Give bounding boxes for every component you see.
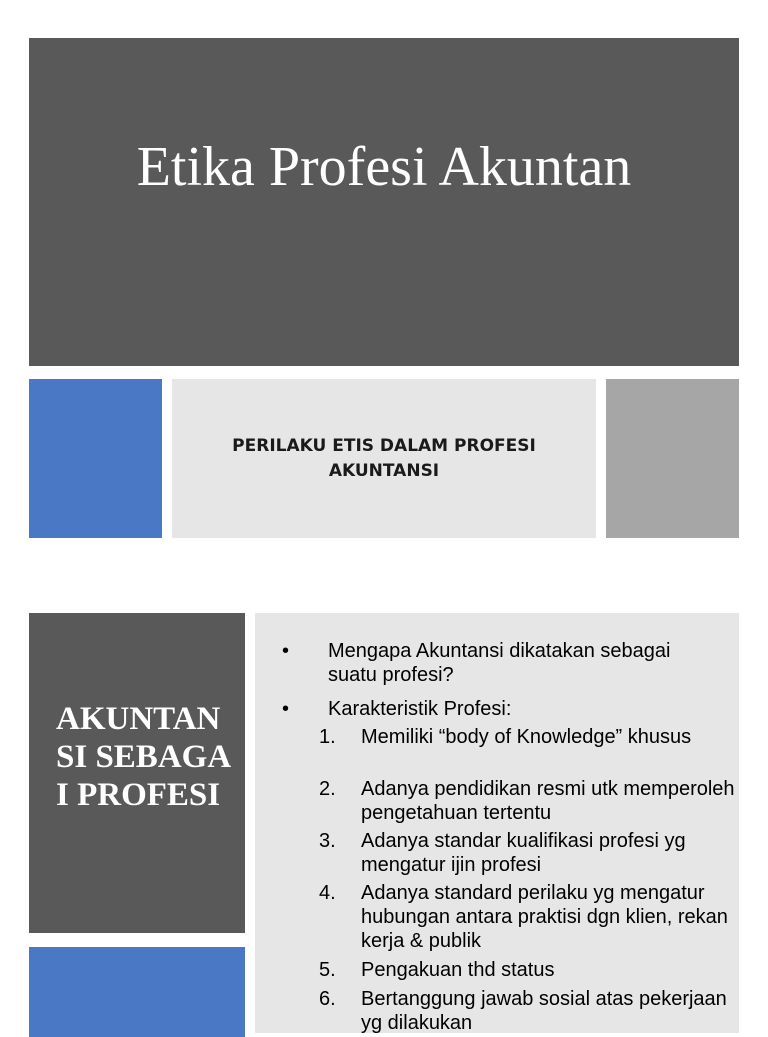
numbered-text: Adanya standar kualifikasi profesi yg mengatur ijin profesi <box>361 830 686 876</box>
number-marker: 6. <box>319 988 336 1010</box>
numbered-text: Memiliki “body of Knowledge” khusus <box>361 726 692 748</box>
bullet-marker: • <box>282 698 290 720</box>
number-marker: 5. <box>319 959 336 981</box>
number-marker: 3. <box>319 830 336 852</box>
bullet-marker: • <box>282 640 290 662</box>
bullet-text: Karakteristik Profesi: <box>328 698 512 720</box>
numbered-text: Pengakuan thd status <box>361 959 555 981</box>
numbered-text: Adanya pendidikan resmi utk memperoleh pengetahuan tertentu <box>361 778 735 824</box>
content-panel <box>255 613 739 1033</box>
bullet-text: Mengapa Akuntansi dikatakan sebagai suatu profesi? <box>328 640 671 686</box>
numbered-text: Bertanggung jawab sosial atas pekerjaan yg dilakukan <box>361 988 727 1033</box>
number-marker: 4. <box>319 882 336 904</box>
subtitle-panel <box>172 379 596 538</box>
numbered-text: Adanya standard perilaku yg mengatur hubungan antara praktisi dgn klien, rekan kerja & publik <box>361 882 728 952</box>
title-block <box>29 38 739 366</box>
section-title: AKUNTANSI SEBAGAI PROFESI <box>56 701 232 813</box>
number-marker: 2. <box>319 778 336 800</box>
slide-subtitle: PERILAKU ETIS DALAM PROFESI AKUNTANSI <box>232 435 536 481</box>
slide-title: Etika Profesi Akuntan <box>136 136 632 198</box>
decorative-blue-square <box>29 379 162 538</box>
decorative-gray-square <box>606 379 739 538</box>
number-marker: 1. <box>319 726 336 748</box>
